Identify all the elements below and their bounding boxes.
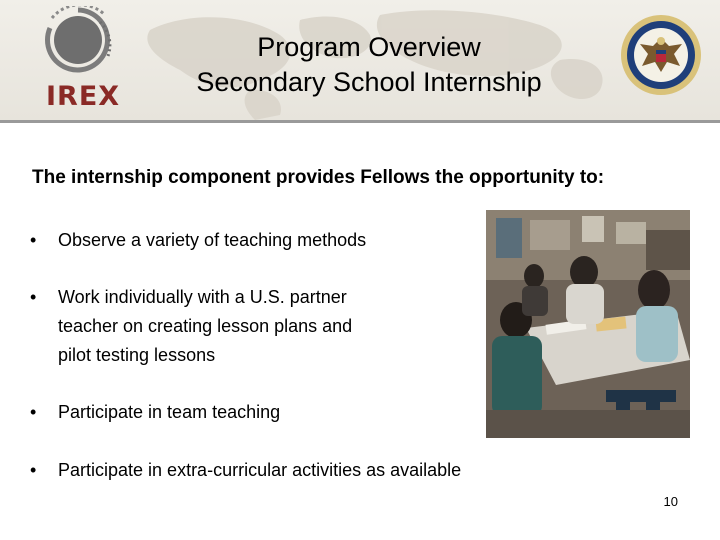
irex-logo-text: IREX xyxy=(46,81,121,112)
classroom-students-at-table-photo xyxy=(486,210,690,438)
bullet-text: Observe a variety of teaching methods xyxy=(58,230,367,250)
irex-logo xyxy=(38,6,121,116)
slide-header xyxy=(0,0,720,120)
bullet-text: Work individually with a U.S. partner teacher on creating lesson plans and pilot testing lessons xyxy=(58,287,353,365)
list-item xyxy=(30,283,518,370)
irex-swirl-logo-icon xyxy=(38,6,118,78)
title-line-1: Program Overview xyxy=(257,32,481,62)
bullet-dot: • xyxy=(30,230,37,250)
bullet-dot: • xyxy=(30,460,37,480)
bullet-text: Participate in team teaching xyxy=(58,402,281,422)
header-divider xyxy=(0,120,720,123)
title-line-2: Secondary School Internship xyxy=(196,67,542,97)
list-item xyxy=(30,398,518,427)
page-number: 10 xyxy=(663,494,678,509)
list-item xyxy=(30,456,518,485)
intro-text: The internship component provides Fellows the opportunity to: xyxy=(32,167,605,188)
us-department-of-state-seal-icon xyxy=(620,14,702,96)
bullet-dot: • xyxy=(30,287,37,307)
bullet-dot: • xyxy=(30,402,37,422)
list-item xyxy=(30,226,518,255)
slide-title xyxy=(130,30,608,100)
bullet-text: Participate in extra-curricular activities as available xyxy=(58,460,462,480)
